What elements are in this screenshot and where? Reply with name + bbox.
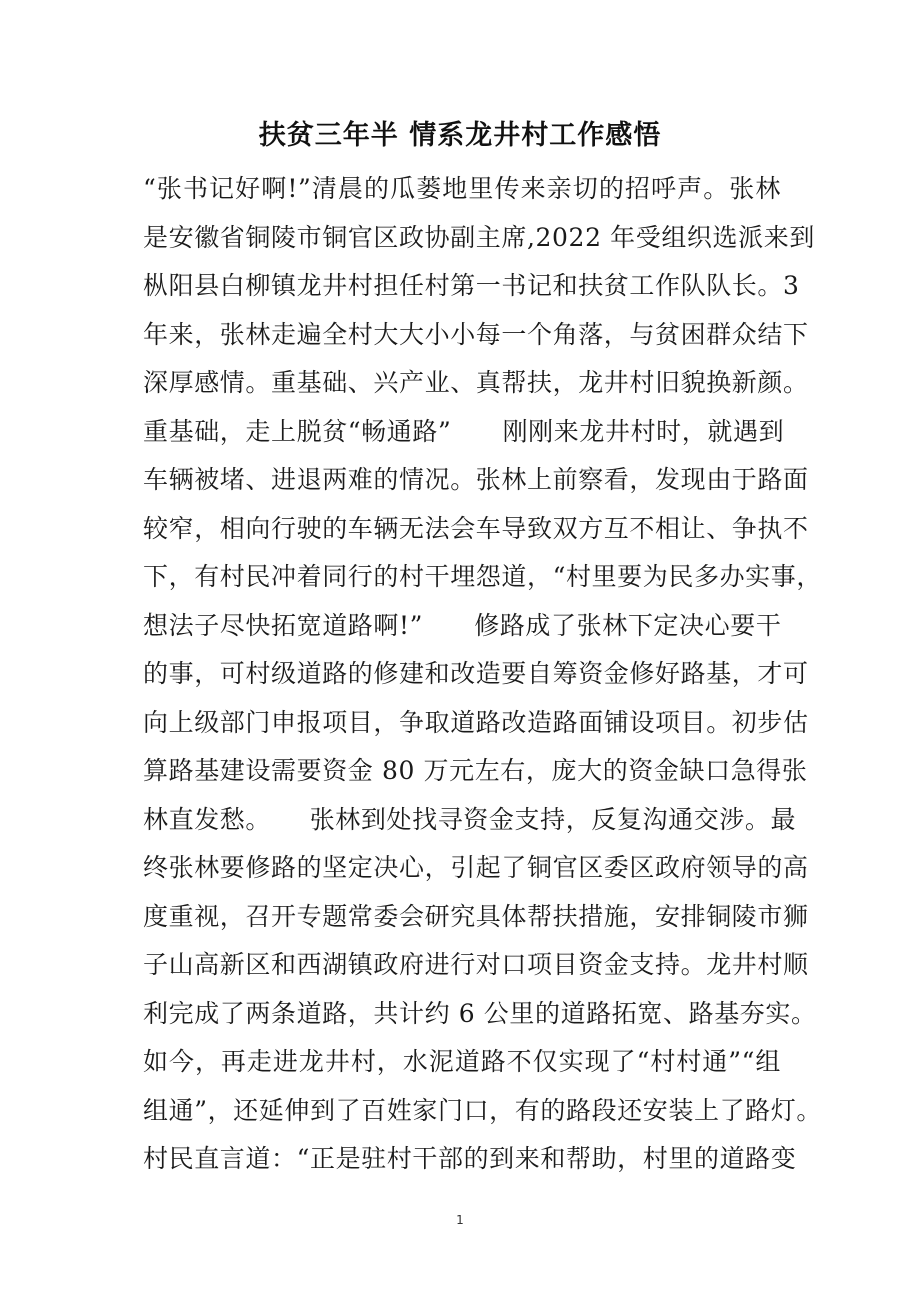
body-line: 算路基建设需要资金 80 万元左右，庞大的资金缺口急得张 xyxy=(143,756,808,785)
body-line: 年来，张林走遍全村大大小小每一个角落，与贫困群众结下 xyxy=(143,319,809,349)
body-line: 的事，可村级道路的修建和改造要自筹资金修好路基，才可 xyxy=(143,659,809,688)
body-line: 枞阳县白柳镇龙井村担任村第一书记和扶贫工作队队长。3 xyxy=(143,271,800,300)
body-line: 度重视，召开专题常委会研究具体帮扶措施，安排铜陵市狮 xyxy=(143,901,809,931)
body-line: “张书记好啊!”清晨的瓜蒌地里传来亲切的招呼声。张林 xyxy=(143,174,781,203)
body-line: 想法子尽快拓宽道路啊!” 修路成了张林下定决心要干 xyxy=(143,610,782,640)
body-line: 如今，再走进龙井村，水泥道路不仅实现了“村村通”“组 xyxy=(143,1047,781,1076)
body-line: 向上级部门申报项目，争取道路改造路面铺设项目。初步估 xyxy=(143,707,809,737)
body-line: 利完成了两条道路，共计约 6 公里的道路拓宽、路基夯实。 xyxy=(143,998,817,1028)
body-line: 林直发愁。 张林到处找寻资金支持，反复沟通交涉。最 xyxy=(143,804,797,834)
body-line: 子山高新区和西湖镇政府进行对口项目资金支持。龙井村顺 xyxy=(143,950,809,979)
body-line: 较窄，相向行驶的车辆无法会车导致双方互不相让、争执不 xyxy=(143,513,809,543)
body-line: 下，有村民冲着同行的村干埋怨道，“村里要为民多办实事， xyxy=(143,562,822,591)
document-title: 扶贫三年半 情系龙井村工作感悟 xyxy=(258,120,662,151)
body-line: 是安徽省铜陵市铜官区政协副主席,2022 年受组织选派来到 xyxy=(143,222,815,252)
body-line: 重基础，走上脱贫“畅通路” 刚刚来龙井村时，就遇到 xyxy=(143,416,785,446)
body-line: 终张林要修路的坚定决心，引起了铜官区委区政府领导的高 xyxy=(143,853,809,882)
body-line: 村民直言道：“正是驻村干部的到来和帮助，村里的道路变 xyxy=(143,1144,797,1173)
body-line: 深厚感情。重基础、兴产业、真帮扶，龙井村旧貌换新颜。 xyxy=(143,368,809,397)
page-number: 1 xyxy=(456,1213,464,1227)
document-body xyxy=(143,165,822,1184)
body-line: 车辆被堵、进退两难的情况。张林上前察看，发现由于路面 xyxy=(143,465,809,494)
body-line: 组通”，还延伸到了百姓家门口，有的路段还安装上了路灯。 xyxy=(143,1095,822,1125)
